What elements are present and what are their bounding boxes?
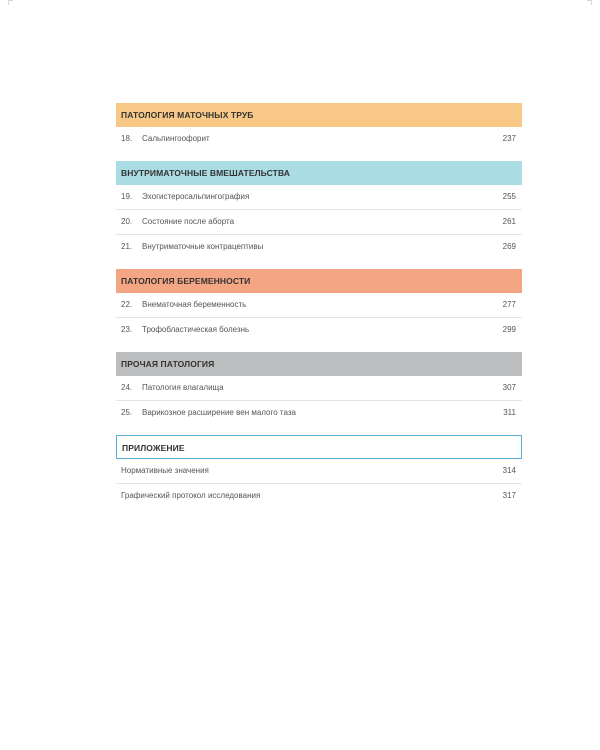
- entry-page-number: 314: [502, 466, 516, 475]
- section-header: ПРОЧАЯ ПАТОЛОГИЯ: [116, 352, 522, 376]
- entry-page-number: 277: [502, 300, 516, 309]
- entry-title: Графический протокол исследования: [121, 491, 261, 500]
- toc-entry[interactable]: [116, 235, 522, 259]
- entry-title: Нормативные значения: [121, 466, 209, 475]
- toc-entry[interactable]: [116, 401, 522, 425]
- entry-number: 20.: [121, 217, 133, 226]
- entry-title: Состояние после аборта: [142, 217, 235, 226]
- entry-title: Варикозное расширение вен малого таза: [142, 408, 296, 417]
- section-header: ВНУТРИМАТОЧНЫЕ ВМЕШАТЕЛЬСТВА: [116, 161, 522, 185]
- entry-title: Трофобластическая болезнь: [142, 325, 250, 334]
- entry-page-number: 255: [502, 192, 516, 201]
- toc-section-other: [116, 352, 522, 425]
- toc-entry[interactable]: [116, 484, 522, 508]
- entry-title: Патология влагалища: [142, 383, 224, 392]
- entry-number: 24.: [121, 383, 133, 392]
- entry-number: 22.: [121, 300, 133, 309]
- entry-title: Эхогистеросальпингография: [142, 192, 250, 201]
- entry-page-number: 317: [502, 491, 516, 500]
- entry-page-number: 311: [503, 408, 516, 417]
- entry-page-number: 307: [502, 383, 516, 392]
- toc-entry[interactable]: [116, 210, 522, 235]
- entry-number: 21.: [121, 242, 133, 251]
- entry-title: Внутриматочные контрацептивы: [142, 242, 264, 251]
- table-of-contents: [116, 103, 522, 518]
- section-header: ПРИЛОЖЕНИЕ: [116, 435, 522, 459]
- entry-title: Внематочная беременность: [142, 300, 247, 309]
- entry-page-number: 299: [502, 325, 516, 334]
- toc-section-intrauterine: [116, 161, 522, 259]
- toc-section-fallopian: [116, 103, 522, 151]
- entry-number: 18.: [121, 134, 133, 143]
- entry-number: 19.: [121, 192, 133, 201]
- toc-entry[interactable]: [116, 318, 522, 342]
- entry-page-number: 261: [502, 217, 516, 226]
- crop-mark-left: [8, 0, 13, 5]
- toc-entry[interactable]: [116, 185, 522, 210]
- crop-mark-right: [587, 0, 592, 5]
- entry-page-number: 269: [502, 242, 516, 251]
- entry-title: Сальпингоофорит: [142, 134, 210, 143]
- toc-section-appendix: [116, 435, 522, 508]
- section-header: ПАТОЛОГИЯ МАТОЧНЫХ ТРУБ: [116, 103, 522, 127]
- toc-entry[interactable]: [116, 376, 522, 401]
- entry-number: 23.: [121, 325, 133, 334]
- toc-section-pregnancy: [116, 269, 522, 342]
- toc-entry[interactable]: [116, 293, 522, 318]
- entry-page-number: 237: [502, 134, 516, 143]
- toc-entry[interactable]: [116, 459, 522, 484]
- toc-entry[interactable]: [116, 127, 522, 151]
- entry-number: 25.: [121, 408, 133, 417]
- section-header: ПАТОЛОГИЯ БЕРЕМЕННОСТИ: [116, 269, 522, 293]
